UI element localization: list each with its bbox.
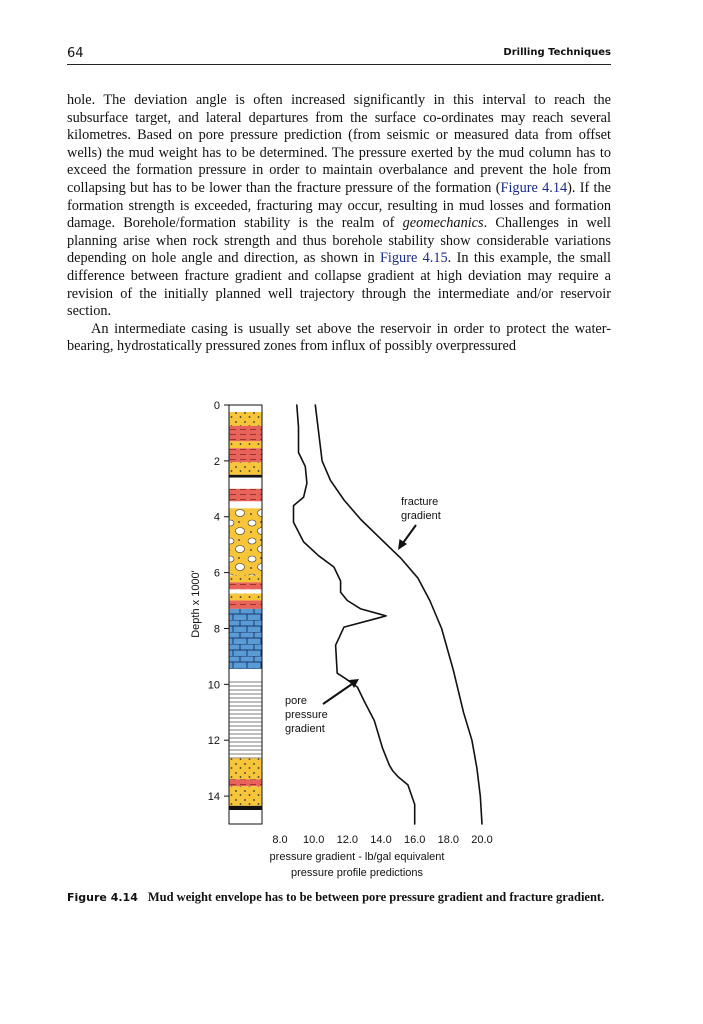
pressure-tick-label: 20.0 <box>471 834 493 846</box>
pressure-tick-label: 12.0 <box>336 834 359 846</box>
depth-tick-label: 4 <box>213 511 220 524</box>
pore-pressure-curve <box>294 405 415 824</box>
caption-text: Mud weight envelope has to be between pore pressure gradient and fracture gradient. <box>147 890 605 904</box>
fracture-label-line-1: fracture <box>401 496 439 508</box>
pressure-tick-label: 14.0 <box>370 834 392 846</box>
fracture-arrow <box>398 525 416 550</box>
curves <box>294 405 483 824</box>
x-axis-ticks <box>272 834 492 846</box>
lithology-layer-sand <box>229 575 262 582</box>
pore-label <box>285 695 328 735</box>
lithology-column <box>229 405 262 824</box>
p1-text-b: ). If the formation strength is exceeded, fracturing may occur, resulting in mud losses and formation damage. Borehole/formation stability is the realm of <box>67 179 611 232</box>
lithology-layer-coal <box>229 475 262 478</box>
figure-caption <box>67 889 611 906</box>
figure-subtitle: pressure profile predictions <box>290 867 424 879</box>
fracture-label <box>401 496 441 522</box>
depth-tick-label: 8 <box>213 623 220 636</box>
lithology-layer-white <box>229 589 262 593</box>
depth-tick-label: 0 <box>213 400 220 412</box>
lithology-layer-shale <box>229 448 262 462</box>
lithology-layer-clay <box>229 679 262 759</box>
lithology-layer-sand <box>229 786 262 806</box>
lithology-layer-lime <box>229 609 262 669</box>
lithology-layer-shale <box>229 601 262 609</box>
body-text <box>67 92 611 356</box>
lithology-layer-sand <box>229 594 262 601</box>
caption-label: Figure 4.14 <box>67 891 138 904</box>
pore-arrow <box>323 679 359 704</box>
x-axis-label: pressure gradient - lb/gal equivalent <box>269 851 445 863</box>
lithology-layer-shale <box>229 426 262 441</box>
lithology-layer-shale <box>229 779 262 786</box>
p1-emphasis: geomechanics <box>402 215 484 232</box>
lithology-layer-sand <box>229 758 262 779</box>
depth-tick-label: 12 <box>207 735 220 748</box>
page-number: 64 <box>67 46 84 61</box>
lithology-layer-shale <box>229 489 262 502</box>
fracture-label-line-2: gradient <box>401 510 441 522</box>
running-title: Drilling Techniques <box>503 47 611 58</box>
pressure-profile-figure <box>180 392 510 884</box>
y-axis-label: Depth x 1000' <box>190 570 202 638</box>
figure-4-15-link[interactable]: Figure 4.15 <box>379 250 448 267</box>
p1-text-d: . In this example, the small difference between fracture gradient and collapse gradient at high deviation may require a revision of the initially planned well trajectory through the intermediate and/or reservoir section. <box>67 250 611 320</box>
depth-tick-label: 14 <box>207 791 220 804</box>
lithology-layer-sand <box>229 412 262 426</box>
pressure-tick-label: 10.0 <box>302 834 325 846</box>
depth-tick-label: 10 <box>207 679 220 692</box>
pressure-tick-label: 18.0 <box>437 834 460 846</box>
depth-tick-label: 2 <box>213 455 220 468</box>
figure-4-14-link[interactable]: Figure 4.14 <box>500 179 568 196</box>
lithology-layer-sand <box>229 462 262 475</box>
paragraph-1 <box>67 92 611 321</box>
fracture-gradient-curve <box>315 405 482 824</box>
lithology-layer-cong <box>229 508 262 575</box>
lithology-layer-white <box>229 478 262 489</box>
paragraph-2: An intermediate casing is usually set above the reservoir in order to protect the water-bearing, hydrostatically pressured zones from influx of possibly overpressured <box>67 320 611 355</box>
depth-tick-label: 6 <box>213 567 220 580</box>
depth-axis <box>208 400 229 803</box>
pore-label-line-3: gradient <box>285 723 325 735</box>
lithology-layer-sand <box>229 441 262 448</box>
pressure-tick-label: 8.0 <box>272 834 288 846</box>
pressure-tick-label: 16.0 <box>403 834 426 846</box>
lithology-layer-white <box>229 810 262 824</box>
p1-text-a: hole. The deviation angle is often increased significantly in this interval to reach the subsurface target, and lateral departures from the surface co-ordinates may reach several kilometres. Based on pore pressure prediction (from seismic or measured data from offset wells) the mud weight has to be determined. The pressure exerted by the mud column has to exceed the formation pressure in order to maintain overbalance and prevent the hole from collapsing but has to be lower than the fracture pressure of the formation ( <box>67 92 611 196</box>
pore-label-line-1: pore <box>285 695 308 707</box>
running-header <box>67 46 611 65</box>
p1-text-c: . Challenges in well planning arise when rock strength and thus borehole stability show considerable variations depending on hole angle and direction, as shown in <box>67 215 612 267</box>
lithology-layer-white <box>229 501 262 508</box>
lithology-layer-shale <box>229 582 262 589</box>
pore-label-line-2: pressure <box>285 709 328 721</box>
lithology-layer-white <box>229 669 262 679</box>
lithology-layer-coal <box>229 806 262 810</box>
